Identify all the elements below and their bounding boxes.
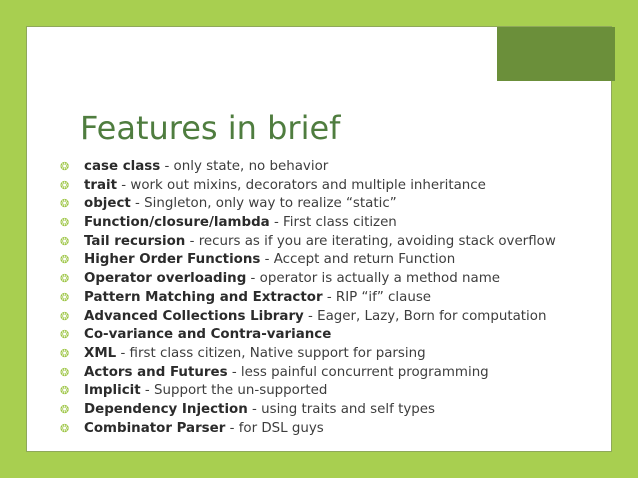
list-item: [60, 364, 556, 383]
item-term: Pattern Matching and Extractor: [84, 289, 323, 305]
list-item: [60, 308, 556, 327]
list-item: [60, 233, 556, 252]
item-term: Dependency Injection: [84, 401, 248, 417]
item-description: - work out mixins, decorators and multiple inheritance: [117, 177, 486, 193]
item-term: Function/closure/lambda: [84, 215, 270, 231]
bullet-icon: ❂: [60, 365, 70, 379]
item-description: - Eager, Lazy, Born for computation: [303, 308, 547, 324]
item-term: Actors and Futures: [84, 364, 228, 380]
bullet-icon: ❂: [60, 178, 70, 192]
list-item: [60, 420, 556, 439]
bullet-icon: ❂: [60, 402, 70, 416]
item-description: - recurs as if you are iterating, avoiding stack overflow: [185, 233, 556, 249]
bullet-icon: ❂: [60, 309, 70, 323]
bullet-icon: ❂: [60, 234, 70, 248]
bullet-icon: ❂: [60, 328, 70, 342]
item-description: - for DSL guys: [225, 420, 324, 436]
item-term: XML: [84, 345, 117, 361]
item-term: trait: [84, 177, 118, 193]
list-item: [60, 177, 556, 196]
item-term: Implicit: [84, 383, 141, 399]
item-description: - first class citizen, Native support for parsing: [116, 345, 426, 361]
item-description: - only state, no behavior: [160, 159, 329, 174]
item-description: - using traits and self types: [247, 401, 435, 417]
bullet-icon: ❂: [60, 384, 70, 398]
item-term: Co-variance and Contra-variance: [84, 327, 332, 343]
item-description: - First class citizen: [269, 215, 397, 231]
list-item: [60, 401, 556, 420]
item-description: - Singleton, only way to realize “static”: [130, 196, 397, 212]
bullet-icon: ❂: [60, 253, 70, 267]
list-item: [60, 382, 556, 401]
item-description: - RIP “if” clause: [322, 289, 432, 305]
bullet-icon: ❂: [60, 421, 70, 435]
list-item: [60, 270, 556, 289]
item-description: - Accept and return Function: [260, 252, 456, 268]
item-term: Tail recursion: [84, 233, 186, 249]
item-term: case class: [84, 159, 161, 174]
bullet-list: [60, 158, 556, 438]
item-term: object: [84, 196, 131, 212]
list-item: [60, 214, 556, 233]
bullet-icon: ❂: [60, 197, 70, 211]
list-item: [60, 326, 556, 345]
item-term: Advanced Collections Library: [84, 308, 304, 324]
item-term: Operator overloading: [84, 271, 247, 287]
bullet-icon: ❂: [60, 346, 70, 360]
item-description: - less painful concurrent programming: [227, 364, 489, 380]
list-item: [60, 158, 556, 177]
slide-title: Features in brief: [80, 109, 341, 147]
bullet-icon: ❂: [60, 216, 70, 230]
corner-banner: [497, 27, 615, 81]
item-description: - operator is actually a method name: [246, 271, 500, 287]
bullet-icon: ❂: [60, 272, 70, 286]
list-item: [60, 345, 556, 364]
bullet-icon: ❂: [60, 290, 70, 304]
item-term: Higher Order Functions: [84, 252, 261, 268]
list-item: [60, 195, 556, 214]
list-item: [60, 289, 556, 308]
list-item: [60, 251, 556, 270]
item-description: - Support the un-supported: [140, 383, 328, 399]
bullet-icon: ❂: [60, 160, 70, 173]
item-term: Combinator Parser: [84, 420, 226, 436]
